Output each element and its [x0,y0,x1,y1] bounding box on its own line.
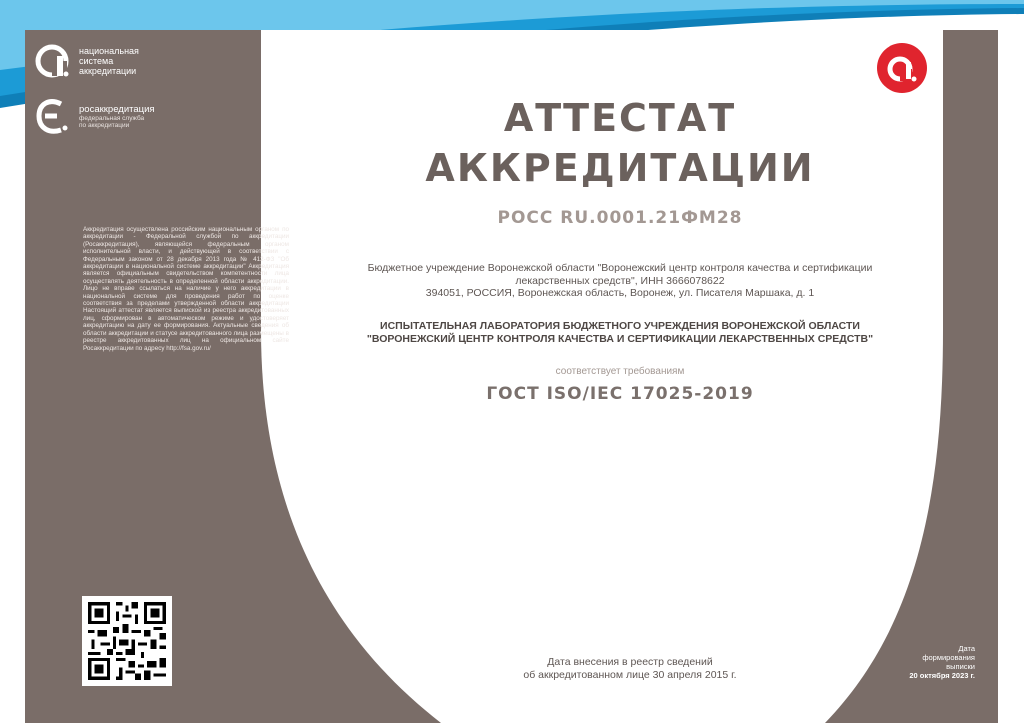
accreditation-certificate [25,30,998,723]
right-curve [825,30,998,723]
generation-date [875,644,975,680]
certificate-title-line-2: АККРЕДИТАЦИИ [425,146,815,190]
qr-code-icon [82,596,172,686]
nsa-line-2: система [79,56,114,66]
accreditation-mark-icon [876,42,928,94]
rosakkr-sub-1: федеральная служба [79,115,145,122]
legal-notice-text: Аккредитация осуществлена российским национальным органом по аккредитации - Федеральной службой по аккредитации (Росаккредитация), являющейся федеральным органом исполнительной власти, и действующей в соответствии с Федеральным законом от 28 декабря 2013 года № 412-ФЗ "Об аккредитации в национальной системе аккредитации" Аккредитация является официальным свидетельством компетентности лица осуществлять деятельность в определенной области аккредитации. Лицо не вправе ссылаться на наличие у него аккредитации в национальной системе для проведения работ по оценке соответствия за пределами утвержденной области аккредитации Настоящий аттестат является выпиской из реестра аккредитованных лиц, сформирован в автоматическом режиме и удостоверяет аккредитацию на дату ее формирования. Актуальные сведения об области аккредитации и статусе аккредитованного лица размещены в реестре аккредитованных лиц на официальном сайте Росаккредитации по адресу http://fsa.gov.ru/ [83,226,289,352]
registry-date-line-1: Дата внесения в реестр сведений [547,656,713,668]
gen-label-3: выписки [946,662,975,671]
lab-line-1: ИСПЫТАТЕЛЬНАЯ ЛАБОРАТОРИЯ БЮДЖЕТНОГО УЧРЕЖДЕНИЯ ВОРОНЕЖСКОЙ ОБЛАСТИ [380,320,860,332]
nsa-line-3: аккредитации [79,66,137,76]
rosakkr-sub-2: по аккредитации [79,122,130,129]
nsa-logo [35,44,139,78]
org-line-1: Бюджетное учреждение Воронежской области "Воронежский центр контроля качества и сертификации [367,262,873,274]
complies-label: соответствует требованиям [555,366,685,377]
lab-line-2: "ВОРОНЕЖСКИЙ ЦЕНТР КОНТРОЛЯ КАЧЕСТВА И СЕРТИФИКАЦИИ ЛЕКАРСТВЕННЫХ СРЕДСТВ" [366,333,874,345]
rosakkreditatsiya-logo-icon [35,100,69,134]
standard-name: ГОСТ ISO/IEC 17025-2019 [486,384,754,404]
certificate-title-line-1: АТТЕСТАТ [503,96,737,140]
organization-details [315,262,925,300]
gen-date-text: 20 октября 2023 г. [909,671,975,680]
org-line-2: лекарственных средств", ИНН 3666078622 [515,274,725,287]
org-line-3: 394051, РОССИЯ, Воронежская область, Воронеж, ул. Писателя Маршака, д. 1 [425,287,815,299]
gen-label-2: формирования [922,653,975,662]
nsa-line-1: национальная [79,46,139,56]
laboratory-name [315,320,925,346]
registry-date-line-2: об аккредитованном лице 30 апреля 2015 г. [523,669,737,681]
registry-date [495,656,765,682]
rosakkreditatsiya-logo [35,100,155,134]
gen-label-1: Дата [958,644,975,653]
gen-date-value [875,671,975,680]
registration-number: РОСС RU.0001.21ФМ28 [497,208,743,228]
nsa-logo-icon [35,44,69,78]
rosakkr-name: росаккредитация [79,104,155,115]
